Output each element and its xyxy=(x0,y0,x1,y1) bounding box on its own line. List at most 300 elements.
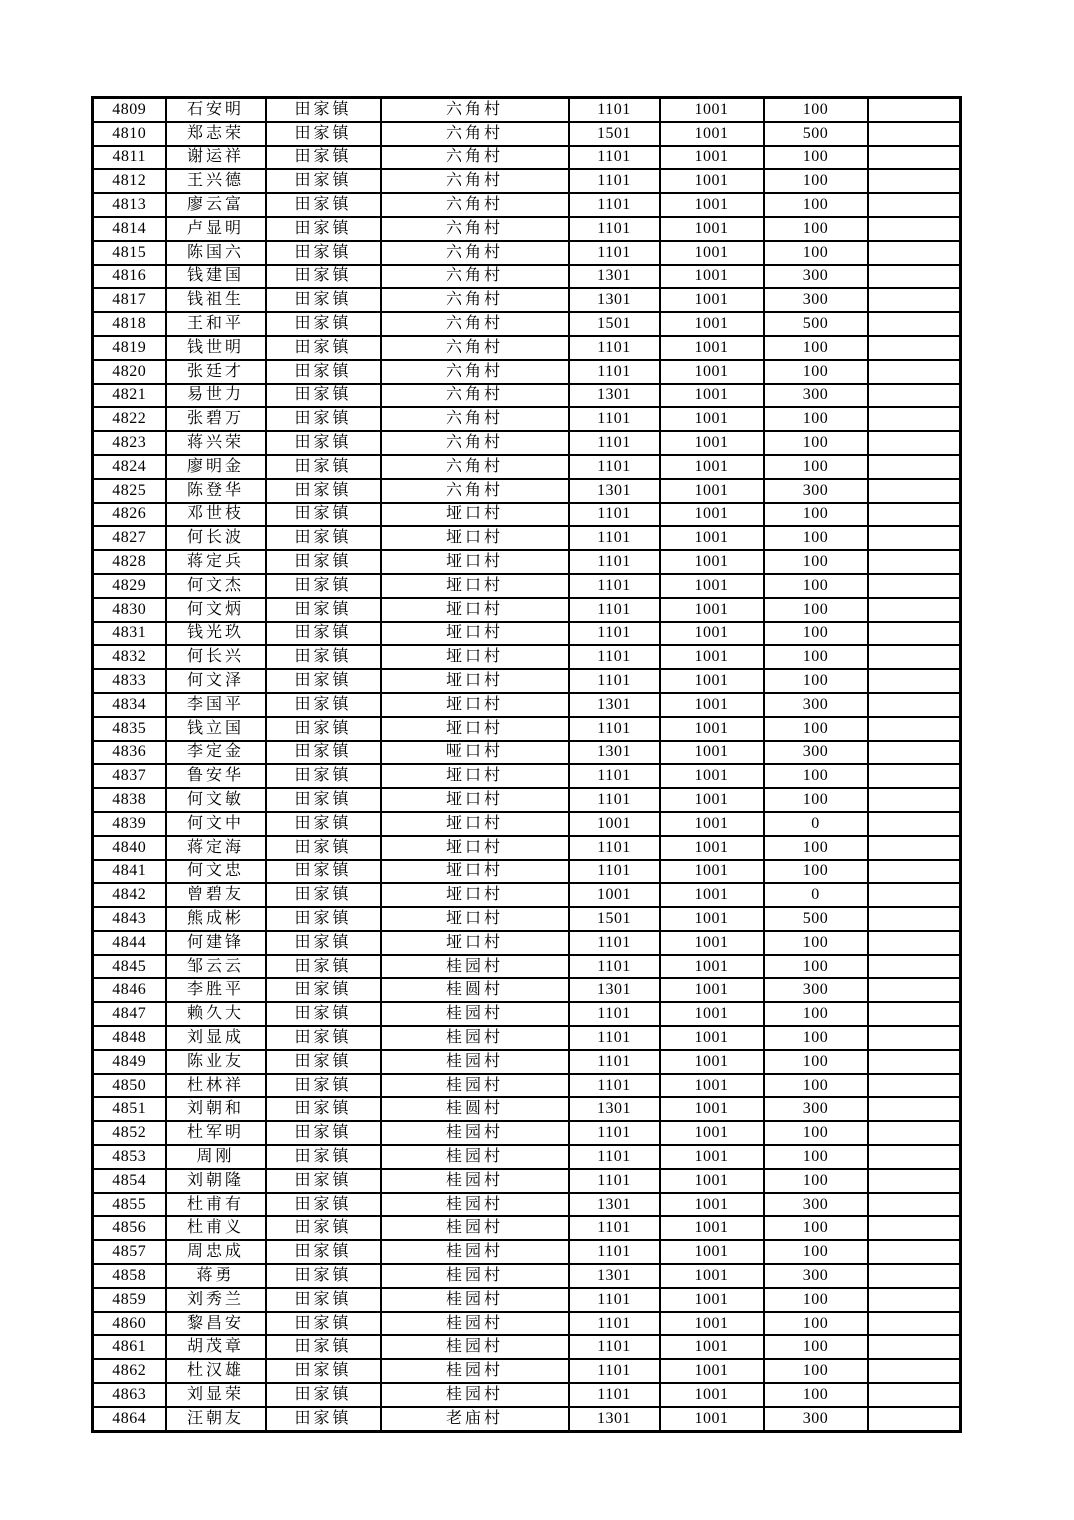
cell-code2: 1001 xyxy=(660,598,764,622)
cell-blank xyxy=(868,741,961,765)
table-row xyxy=(93,812,961,836)
cell-code1: 1101 xyxy=(569,193,660,217)
cell-code2: 1001 xyxy=(660,1074,764,1098)
cell-amount: 100 xyxy=(764,764,868,788)
cell-town: 田家镇 xyxy=(266,1097,381,1121)
cell-name: 王兴德 xyxy=(166,169,266,193)
cell-blank xyxy=(868,883,961,907)
table-row xyxy=(93,1383,961,1407)
cell-id: 4854 xyxy=(93,1169,166,1193)
cell-blank xyxy=(868,360,961,384)
cell-id: 4864 xyxy=(93,1407,166,1431)
table-row xyxy=(93,312,961,336)
cell-town: 田家镇 xyxy=(266,550,381,574)
table-row xyxy=(93,1216,961,1240)
table-row xyxy=(93,645,961,669)
cell-code2: 1001 xyxy=(660,98,764,122)
table-row xyxy=(93,503,961,527)
cell-code1: 1301 xyxy=(569,1193,660,1217)
cell-code2: 1001 xyxy=(660,1145,764,1169)
cell-blank xyxy=(868,122,961,146)
cell-blank xyxy=(868,907,961,931)
cell-amount: 100 xyxy=(764,503,868,527)
cell-name: 杜汉雄 xyxy=(166,1359,266,1383)
cell-blank xyxy=(868,1264,961,1288)
cell-blank xyxy=(868,1240,961,1264)
table-row xyxy=(93,1169,961,1193)
cell-name: 熊成彬 xyxy=(166,907,266,931)
cell-id: 4840 xyxy=(93,836,166,860)
cell-blank xyxy=(868,1050,961,1074)
cell-blank xyxy=(868,1097,961,1121)
table-row xyxy=(93,1097,961,1121)
cell-name: 易世力 xyxy=(166,384,266,408)
table-row xyxy=(93,978,961,1002)
cell-town: 田家镇 xyxy=(266,407,381,431)
cell-id: 4838 xyxy=(93,788,166,812)
cell-blank xyxy=(868,764,961,788)
cell-name: 刘显荣 xyxy=(166,1383,266,1407)
cell-amount: 100 xyxy=(764,669,868,693)
cell-code1: 1101 xyxy=(569,645,660,669)
cell-amount: 100 xyxy=(764,431,868,455)
table-row xyxy=(93,526,961,550)
cell-amount: 100 xyxy=(764,1288,868,1312)
cell-blank xyxy=(868,217,961,241)
cell-blank xyxy=(868,336,961,360)
cell-amount: 300 xyxy=(764,1407,868,1431)
cell-name: 杜甫有 xyxy=(166,1193,266,1217)
cell-village: 桂园村 xyxy=(381,1216,569,1240)
cell-amount: 100 xyxy=(764,1169,868,1193)
table-row xyxy=(93,1240,961,1264)
table-row xyxy=(93,1288,961,1312)
cell-code2: 1001 xyxy=(660,1312,764,1336)
cell-village: 桂园村 xyxy=(381,1240,569,1264)
cell-blank xyxy=(868,574,961,598)
cell-blank xyxy=(868,1193,961,1217)
table-row xyxy=(93,479,961,503)
cell-code1: 1301 xyxy=(569,1264,660,1288)
cell-code1: 1101 xyxy=(569,241,660,265)
cell-id: 4834 xyxy=(93,693,166,717)
cell-code2: 1001 xyxy=(660,384,764,408)
cell-id: 4826 xyxy=(93,503,166,527)
cell-village: 垭口村 xyxy=(381,812,569,836)
cell-id: 4817 xyxy=(93,288,166,312)
cell-village: 垭口村 xyxy=(381,550,569,574)
cell-code2: 1001 xyxy=(660,1216,764,1240)
cell-village: 垭口村 xyxy=(381,669,569,693)
table-row xyxy=(93,1264,961,1288)
cell-id: 4857 xyxy=(93,1240,166,1264)
table-row xyxy=(93,955,961,979)
cell-amount: 100 xyxy=(764,336,868,360)
cell-code1: 1101 xyxy=(569,574,660,598)
table-row xyxy=(93,431,961,455)
cell-town: 田家镇 xyxy=(266,455,381,479)
cell-village: 六角村 xyxy=(381,455,569,479)
cell-village: 桂园村 xyxy=(381,1145,569,1169)
cell-code2: 1001 xyxy=(660,455,764,479)
cell-code2: 1001 xyxy=(660,1359,764,1383)
cell-name: 李胜平 xyxy=(166,978,266,1002)
cell-village: 桂园村 xyxy=(381,1383,569,1407)
cell-id: 4861 xyxy=(93,1335,166,1359)
cell-amount: 100 xyxy=(764,360,868,384)
cell-amount: 300 xyxy=(764,1264,868,1288)
cell-id: 4856 xyxy=(93,1216,166,1240)
cell-id: 4837 xyxy=(93,764,166,788)
cell-town: 田家镇 xyxy=(266,265,381,289)
cell-code1: 1101 xyxy=(569,1359,660,1383)
cell-amount: 300 xyxy=(764,1193,868,1217)
cell-code1: 1101 xyxy=(569,1026,660,1050)
cell-town: 田家镇 xyxy=(266,288,381,312)
cell-code1: 1101 xyxy=(569,622,660,646)
cell-id: 4833 xyxy=(93,669,166,693)
table-row xyxy=(93,288,961,312)
cell-code2: 1001 xyxy=(660,645,764,669)
cell-id: 4809 xyxy=(93,98,166,122)
cell-blank xyxy=(868,1312,961,1336)
cell-village: 垭口村 xyxy=(381,503,569,527)
cell-village: 六角村 xyxy=(381,479,569,503)
cell-village: 桂园村 xyxy=(381,1050,569,1074)
cell-town: 田家镇 xyxy=(266,812,381,836)
cell-amount: 0 xyxy=(764,883,868,907)
cell-code1: 1101 xyxy=(569,1240,660,1264)
cell-town: 田家镇 xyxy=(266,1145,381,1169)
cell-code1: 1301 xyxy=(569,741,660,765)
cell-code2: 1001 xyxy=(660,883,764,907)
cell-code2: 1001 xyxy=(660,812,764,836)
table-row xyxy=(93,1050,961,1074)
cell-code2: 1001 xyxy=(660,764,764,788)
cell-code1: 1101 xyxy=(569,1121,660,1145)
cell-blank xyxy=(868,1121,961,1145)
cell-amount: 100 xyxy=(764,241,868,265)
roster-table-body xyxy=(93,98,961,1432)
cell-code2: 1001 xyxy=(660,1240,764,1264)
cell-town: 田家镇 xyxy=(266,574,381,598)
cell-amount: 100 xyxy=(764,1002,868,1026)
cell-town: 田家镇 xyxy=(266,169,381,193)
cell-village: 桂园村 xyxy=(381,955,569,979)
cell-town: 田家镇 xyxy=(266,360,381,384)
table-row xyxy=(93,931,961,955)
cell-town: 田家镇 xyxy=(266,312,381,336)
cell-code1: 1101 xyxy=(569,955,660,979)
table-row xyxy=(93,1002,961,1026)
cell-id: 4863 xyxy=(93,1383,166,1407)
table-row xyxy=(93,1026,961,1050)
table-row xyxy=(93,741,961,765)
cell-code1: 1101 xyxy=(569,860,660,884)
cell-code2: 1001 xyxy=(660,122,764,146)
cell-name: 曾碧友 xyxy=(166,883,266,907)
roster-table xyxy=(91,96,962,1433)
cell-blank xyxy=(868,1074,961,1098)
cell-town: 田家镇 xyxy=(266,1288,381,1312)
cell-blank xyxy=(868,978,961,1002)
cell-id: 4811 xyxy=(93,146,166,170)
cell-code2: 1001 xyxy=(660,1383,764,1407)
cell-town: 田家镇 xyxy=(266,836,381,860)
cell-code1: 1101 xyxy=(569,526,660,550)
table-row xyxy=(93,1193,961,1217)
table-row xyxy=(93,788,961,812)
cell-town: 田家镇 xyxy=(266,1121,381,1145)
table-row xyxy=(93,241,961,265)
cell-id: 4814 xyxy=(93,217,166,241)
cell-blank xyxy=(868,384,961,408)
cell-name: 胡茂章 xyxy=(166,1335,266,1359)
cell-code1: 1101 xyxy=(569,1288,660,1312)
cell-amount: 100 xyxy=(764,717,868,741)
cell-village: 垭口村 xyxy=(381,931,569,955)
cell-village: 六角村 xyxy=(381,384,569,408)
cell-village: 垭口村 xyxy=(381,598,569,622)
cell-town: 田家镇 xyxy=(266,717,381,741)
cell-village: 老庙村 xyxy=(381,1407,569,1431)
cell-id: 4858 xyxy=(93,1264,166,1288)
cell-id: 4850 xyxy=(93,1074,166,1098)
cell-code2: 1001 xyxy=(660,622,764,646)
cell-amount: 500 xyxy=(764,312,868,336)
cell-id: 4843 xyxy=(93,907,166,931)
cell-village: 六角村 xyxy=(381,146,569,170)
cell-town: 田家镇 xyxy=(266,907,381,931)
cell-code1: 1501 xyxy=(569,312,660,336)
cell-village: 桂圆村 xyxy=(381,1097,569,1121)
cell-town: 田家镇 xyxy=(266,241,381,265)
cell-name: 廖云富 xyxy=(166,193,266,217)
cell-id: 4832 xyxy=(93,645,166,669)
cell-amount: 100 xyxy=(764,1383,868,1407)
cell-code1: 1101 xyxy=(569,217,660,241)
cell-town: 田家镇 xyxy=(266,669,381,693)
cell-code1: 1101 xyxy=(569,669,660,693)
cell-code2: 1001 xyxy=(660,1335,764,1359)
cell-id: 4851 xyxy=(93,1097,166,1121)
cell-code2: 1001 xyxy=(660,669,764,693)
cell-village: 六角村 xyxy=(381,360,569,384)
table-row xyxy=(93,598,961,622)
cell-code2: 1001 xyxy=(660,717,764,741)
cell-blank xyxy=(868,955,961,979)
cell-code1: 1501 xyxy=(569,907,660,931)
cell-blank xyxy=(868,1026,961,1050)
cell-town: 田家镇 xyxy=(266,788,381,812)
cell-code2: 1001 xyxy=(660,1121,764,1145)
cell-code2: 1001 xyxy=(660,479,764,503)
cell-code2: 1001 xyxy=(660,955,764,979)
table-row xyxy=(93,883,961,907)
cell-code1: 1101 xyxy=(569,1169,660,1193)
cell-code1: 1101 xyxy=(569,360,660,384)
cell-code1: 1101 xyxy=(569,836,660,860)
cell-code2: 1001 xyxy=(660,907,764,931)
cell-blank xyxy=(868,622,961,646)
cell-id: 4813 xyxy=(93,193,166,217)
cell-name: 钱祖生 xyxy=(166,288,266,312)
cell-id: 4819 xyxy=(93,336,166,360)
cell-amount: 100 xyxy=(764,622,868,646)
cell-name: 钱世明 xyxy=(166,336,266,360)
cell-village: 桂园村 xyxy=(381,1074,569,1098)
cell-code1: 1101 xyxy=(569,1335,660,1359)
table-row xyxy=(93,146,961,170)
cell-amount: 100 xyxy=(764,1050,868,1074)
cell-code2: 1001 xyxy=(660,1050,764,1074)
cell-id: 4810 xyxy=(93,122,166,146)
cell-name: 王和平 xyxy=(166,312,266,336)
cell-village: 六角村 xyxy=(381,122,569,146)
cell-amount: 300 xyxy=(764,288,868,312)
cell-id: 4827 xyxy=(93,526,166,550)
cell-code2: 1001 xyxy=(660,836,764,860)
cell-name: 李国平 xyxy=(166,693,266,717)
cell-name: 黎昌安 xyxy=(166,1312,266,1336)
cell-village: 垭口村 xyxy=(381,574,569,598)
table-row xyxy=(93,669,961,693)
cell-town: 田家镇 xyxy=(266,1193,381,1217)
cell-name: 刘朝和 xyxy=(166,1097,266,1121)
cell-code1: 1101 xyxy=(569,1050,660,1074)
cell-amount: 100 xyxy=(764,931,868,955)
table-row xyxy=(93,1121,961,1145)
table-row xyxy=(93,265,961,289)
cell-name: 卢显明 xyxy=(166,217,266,241)
cell-code1: 1101 xyxy=(569,1383,660,1407)
cell-blank xyxy=(868,1288,961,1312)
cell-id: 4855 xyxy=(93,1193,166,1217)
cell-town: 田家镇 xyxy=(266,1383,381,1407)
cell-id: 4848 xyxy=(93,1026,166,1050)
table-row xyxy=(93,836,961,860)
table-row xyxy=(93,907,961,931)
cell-blank xyxy=(868,431,961,455)
cell-town: 田家镇 xyxy=(266,1050,381,1074)
cell-name: 蒋定兵 xyxy=(166,550,266,574)
cell-blank xyxy=(868,265,961,289)
cell-blank xyxy=(868,169,961,193)
cell-blank xyxy=(868,98,961,122)
cell-id: 4852 xyxy=(93,1121,166,1145)
cell-name: 邓世枝 xyxy=(166,503,266,527)
cell-amount: 100 xyxy=(764,169,868,193)
cell-code1: 1301 xyxy=(569,265,660,289)
cell-code1: 1101 xyxy=(569,931,660,955)
cell-town: 田家镇 xyxy=(266,693,381,717)
cell-blank xyxy=(868,1145,961,1169)
cell-amount: 100 xyxy=(764,645,868,669)
table-row xyxy=(93,550,961,574)
cell-village: 六角村 xyxy=(381,407,569,431)
cell-blank xyxy=(868,479,961,503)
table-row xyxy=(93,622,961,646)
cell-name: 赖久大 xyxy=(166,1002,266,1026)
cell-amount: 500 xyxy=(764,907,868,931)
cell-village: 桂园村 xyxy=(381,1193,569,1217)
cell-code1: 1301 xyxy=(569,288,660,312)
cell-id: 4836 xyxy=(93,741,166,765)
cell-amount: 100 xyxy=(764,98,868,122)
cell-town: 田家镇 xyxy=(266,1002,381,1026)
cell-code2: 1001 xyxy=(660,788,764,812)
cell-blank xyxy=(868,288,961,312)
cell-town: 田家镇 xyxy=(266,1335,381,1359)
cell-village: 桂园村 xyxy=(381,1002,569,1026)
cell-code1: 1101 xyxy=(569,598,660,622)
cell-code1: 1101 xyxy=(569,146,660,170)
cell-id: 4821 xyxy=(93,384,166,408)
cell-name: 谢运祥 xyxy=(166,146,266,170)
cell-village: 垭口村 xyxy=(381,788,569,812)
cell-code2: 1001 xyxy=(660,1002,764,1026)
cell-name: 刘秀兰 xyxy=(166,1288,266,1312)
cell-blank xyxy=(868,193,961,217)
cell-code2: 1001 xyxy=(660,336,764,360)
table-row xyxy=(93,455,961,479)
cell-blank xyxy=(868,1335,961,1359)
cell-amount: 100 xyxy=(764,526,868,550)
cell-amount: 100 xyxy=(764,836,868,860)
cell-id: 4822 xyxy=(93,407,166,431)
cell-amount: 100 xyxy=(764,1145,868,1169)
cell-village: 六角村 xyxy=(381,241,569,265)
cell-id: 4853 xyxy=(93,1145,166,1169)
cell-code1: 1101 xyxy=(569,98,660,122)
cell-blank xyxy=(868,312,961,336)
cell-blank xyxy=(868,526,961,550)
cell-name: 何文中 xyxy=(166,812,266,836)
cell-name: 李定金 xyxy=(166,741,266,765)
cell-code1: 1101 xyxy=(569,1145,660,1169)
cell-blank xyxy=(868,550,961,574)
cell-village: 桂园村 xyxy=(381,1264,569,1288)
cell-blank xyxy=(868,407,961,431)
cell-code2: 1001 xyxy=(660,931,764,955)
cell-name: 蒋勇 xyxy=(166,1264,266,1288)
cell-name: 石安明 xyxy=(166,98,266,122)
table-row xyxy=(93,1335,961,1359)
cell-town: 田家镇 xyxy=(266,1312,381,1336)
cell-village: 六角村 xyxy=(381,336,569,360)
cell-village: 桂园村 xyxy=(381,1121,569,1145)
cell-town: 田家镇 xyxy=(266,1240,381,1264)
cell-code2: 1001 xyxy=(660,1026,764,1050)
cell-town: 田家镇 xyxy=(266,931,381,955)
cell-name: 钱立国 xyxy=(166,717,266,741)
cell-blank xyxy=(868,645,961,669)
table-row xyxy=(93,1407,961,1431)
cell-id: 4830 xyxy=(93,598,166,622)
cell-name: 郑志荣 xyxy=(166,122,266,146)
cell-village: 六角村 xyxy=(381,288,569,312)
table-row xyxy=(93,717,961,741)
cell-village: 六角村 xyxy=(381,98,569,122)
cell-village: 桂园村 xyxy=(381,1288,569,1312)
cell-name: 邹云云 xyxy=(166,955,266,979)
cell-code1: 1301 xyxy=(569,1097,660,1121)
cell-town: 田家镇 xyxy=(266,1169,381,1193)
cell-name: 陈登华 xyxy=(166,479,266,503)
cell-id: 4824 xyxy=(93,455,166,479)
cell-code2: 1001 xyxy=(660,193,764,217)
cell-code2: 1001 xyxy=(660,1288,764,1312)
